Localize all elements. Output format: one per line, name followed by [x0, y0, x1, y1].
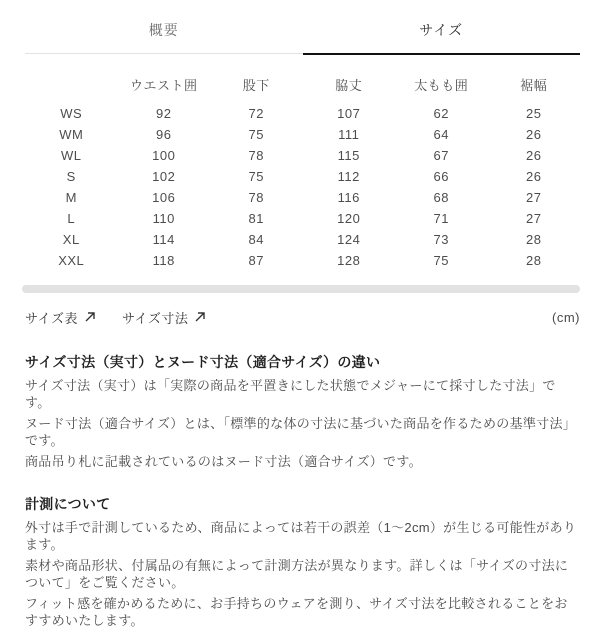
section-paragraph: 商品吊り札に記載されているのはヌード寸法（適合サイズ）です。 [25, 454, 422, 469]
cell-value: 124 [337, 232, 361, 247]
cell-value: 102 [152, 169, 176, 184]
cell-value: 26 [526, 148, 542, 163]
cell-value: 96 [156, 127, 172, 142]
table-row-m [25, 187, 580, 208]
size-label: XL [62, 232, 80, 247]
cell-value: 128 [337, 253, 361, 268]
table-row-ws [25, 103, 580, 124]
cell-value: 68 [433, 190, 449, 205]
cell-value: 75 [248, 127, 264, 142]
cell-value: 71 [433, 211, 449, 226]
arrow-up-right-icon [194, 311, 206, 323]
size-table-header-row [25, 74, 580, 95]
cell-value: 62 [433, 106, 449, 121]
table-row-wl [25, 145, 580, 166]
table-row-xl [25, 229, 580, 250]
size-chart-link-label: サイズ表 [25, 310, 78, 326]
column-header-waist: ウエスト囲 [129, 78, 198, 93]
cell-value: 111 [338, 127, 360, 142]
size-label: L [67, 211, 76, 226]
table-row-l [25, 208, 580, 229]
size-table [25, 74, 580, 271]
horizontal-scrollbar[interactable] [22, 285, 580, 293]
cell-value: 26 [526, 127, 542, 142]
cell-value: 87 [248, 253, 264, 268]
section-paragraph: 外寸は手で計測しているため、商品によっては若干の誤差（1〜2cm）が生じる可能性があります。 [25, 520, 577, 552]
cell-value: 75 [248, 169, 264, 184]
cell-value: 81 [248, 211, 264, 226]
cell-value: 106 [152, 190, 176, 205]
cell-value: 75 [433, 253, 449, 268]
size-label: WL [61, 148, 82, 163]
unit-label: (cm) [552, 309, 580, 325]
size-dimensions-link-label: サイズ寸法 [121, 310, 189, 326]
cell-value: 118 [152, 253, 175, 268]
size-label: WM [59, 127, 84, 142]
size-label: WS [60, 106, 83, 121]
size-label: XXL [58, 253, 85, 268]
section-size-vs-nude [25, 354, 580, 470]
cell-value: 25 [526, 106, 542, 121]
tab-overview[interactable]: 概要 [25, 20, 303, 54]
size-label: S [66, 169, 76, 184]
cell-value: 92 [156, 106, 172, 121]
column-header-side-length: 脇丈 [335, 78, 363, 93]
arrow-up-right-icon [84, 311, 96, 323]
cell-value: 26 [526, 169, 542, 184]
cell-value: 84 [248, 232, 264, 247]
section-heading: 計測について [25, 496, 111, 512]
size-label: M [65, 190, 77, 205]
section-measurement [25, 496, 580, 629]
cell-value: 114 [152, 232, 175, 247]
column-header-inseam: 股下 [242, 78, 270, 93]
tab-bar [25, 0, 580, 54]
cell-value: 100 [152, 148, 176, 163]
cell-value: 72 [248, 106, 264, 121]
cell-value: 67 [433, 148, 449, 163]
section-paragraph: ヌード寸法（適合サイズ）とは、「標準的な体の寸法に基づいた商品を作るための基準寸法」です。 [25, 416, 577, 448]
cell-value: 78 [248, 190, 264, 205]
cell-value: 110 [152, 211, 175, 226]
cell-value: 112 [337, 169, 360, 184]
cell-value: 116 [337, 190, 360, 205]
table-row-xxl [25, 250, 580, 271]
section-paragraph: 素材や商品形状、付属品の有無によって計測方法が異なります。詳しくは「サイズの寸法について」をご覧ください。 [25, 558, 569, 590]
section-paragraph: フィット感を確かめるために、お手持ちのウェアを測り、サイズ寸法を比較されることをおすすめいたします。 [25, 596, 568, 628]
column-header-thigh: 太もも囲 [414, 78, 469, 93]
cell-value: 28 [526, 253, 542, 268]
table-row-wm [25, 124, 580, 145]
cell-value: 120 [337, 211, 361, 226]
column-header-hem-width: 裾幅 [520, 78, 548, 93]
cell-value: 64 [433, 127, 449, 142]
table-links-row [25, 308, 580, 326]
section-heading: サイズ寸法（実寸）とヌード寸法（適合サイズ）の違い [25, 354, 381, 370]
tab-size[interactable]: サイズ [303, 20, 581, 55]
cell-value: 66 [433, 169, 449, 184]
size-dimensions-link[interactable] [122, 308, 206, 327]
section-paragraph: サイズ寸法（実寸）は「実際の商品を平置きにした状態でメジャーにて採寸した寸法」です。 [25, 378, 556, 410]
cell-value: 115 [337, 148, 360, 163]
size-chart-link[interactable] [25, 308, 96, 327]
cell-value: 73 [433, 232, 449, 247]
cell-value: 27 [526, 190, 542, 205]
cell-value: 28 [526, 232, 542, 247]
cell-value: 27 [526, 211, 542, 226]
cell-value: 107 [337, 106, 361, 121]
cell-value: 78 [248, 148, 264, 163]
table-row-s [25, 166, 580, 187]
